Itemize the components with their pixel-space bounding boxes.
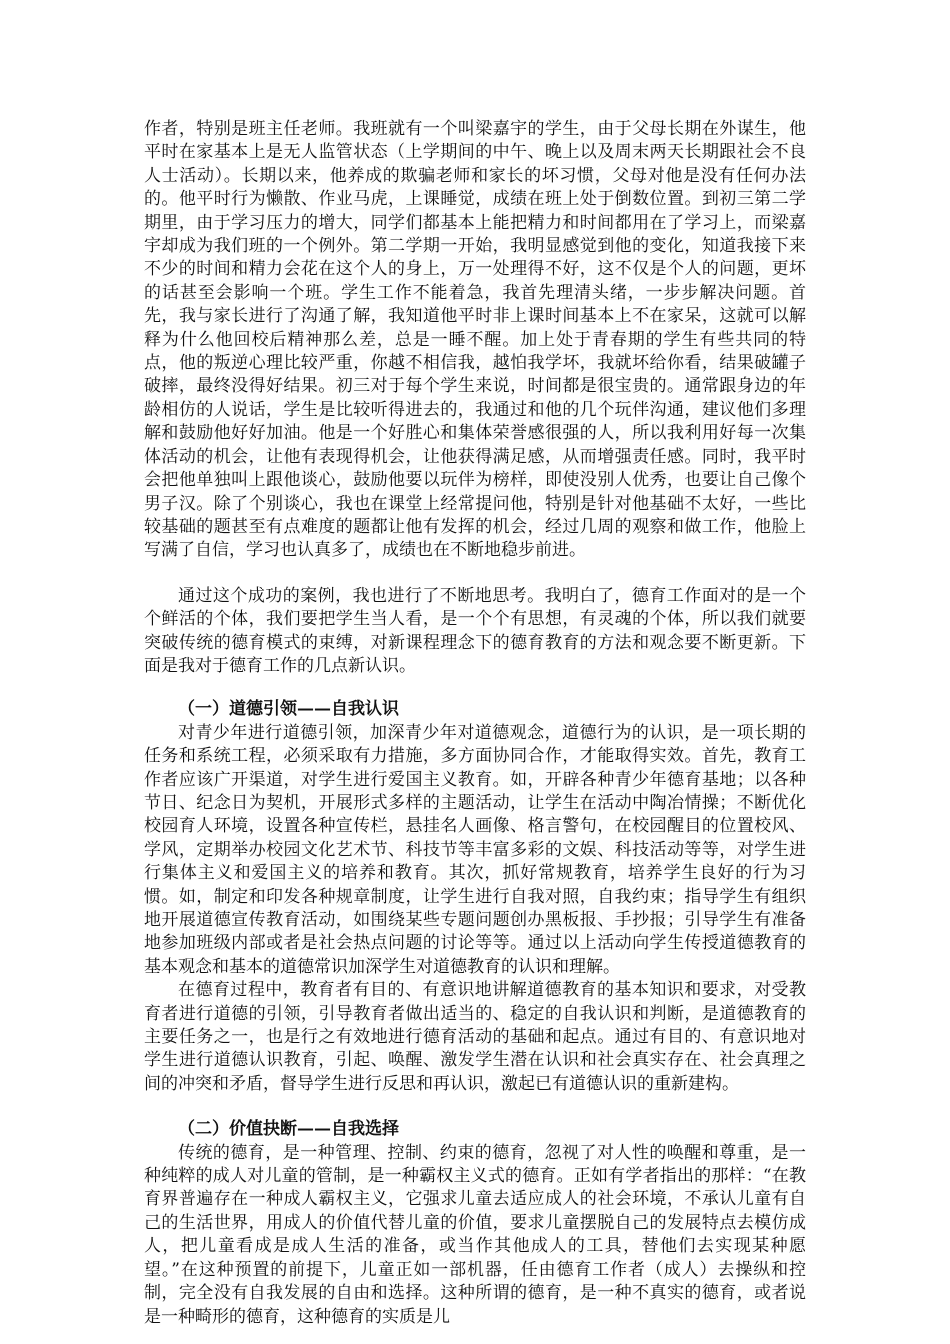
body-paragraph: 作者，特别是班主任老师。我班就有一个叫梁嘉宇的学生，由于父母长期在外谋生，他平时在家基本上是无人监管状态（上学期间的中午、晚上以及周末两天长期跟社会不良人士活动）。长期以来，他养成的欺骗老师和家长的坏习惯，父母对他是没有任何办法的。他平时行为懒散、作业马虎，上课睡觉，成绩在班上处于倒数位置。到初三第二学期里，由于学习压力的增大，同学们都基本上能把精力和时间都用在了学习上，而梁嘉宇却成为我们班的一个例外。第二学期一开始，我明显感觉到他的变化，知道我接下来不少的时间和精力会花在这个人的身上，万一处理得不好，这不仅是个人的问题，更坏的话甚至会影响一个班。学生工作不能着急，我首先理清头绪，一步步解决问题。首先，我与家长进行了沟通了解，我知道他平时非上课时间基本上不在家呆，这就可以解释为什么他回校后精神那么差，总是一睡不醒。加上处于青春期的学生有些共同的特点，他的叛逆心理比较严重，你越不相信我，越怕我学坏，我就坏给你看，结果破罐子破摔，最终没得好结果。初三对于每个学生来说，时间都是很宝贵的。通常跟身边的年龄相仿的人说话，学生是比较听得进去的，我通过和他的几个玩伴沟通，建议他们多理解和鼓励他好好加油。他是一个好胜心和集体荣誉感很强的人，所以我利用好每一次集体活动的机会，让他有表现得机会，让他获得满足感，从而增强责任感。同时，我平时会把他单独叫上跟他谈心，鼓励他要以玩伴为榜样，即使没别人优秀，也要让自己像个男子汉。除了个别谈心，我也在课堂上经常提问他，特别是针对他基础不太好，一些比较基础的题甚至有点难度的题都让他有发挥的机会，经过几周的观察和做工作，他脸上写满了自信，学习也认真多了，成绩也在不断地稳步前进。 xyxy=(144,119,806,561)
section-heading: （一）道德引领——自我认识 xyxy=(178,699,399,720)
body-paragraph: 对青少年进行道德引领，加深青少年对道德观念，道德行为的认识，是一项长期的任务和系统工程，必须采取有力措施，多方面协同合作，才能取得实效。首先，教育工作者应该广开渠道，对学生进行爱国主义教育。如，开辟各种青少年德育基地；以各种节日、纪念日为契机，开展形式多样的主题活动，让学生在活动中陶冶情操；不断优化校园育人环境，设置各种宣传栏，悬挂名人画像、格言警句，在校园醒目的位置校风、学风，定期举办校园文化艺术节、科技节等丰富多彩的文娱、科技活动等等，对学生进行集体主义和爱国主义的培养和教育。其次，抓好常规教育，培养学生良好的行为习惯。如，制定和印发各种规章制度，让学生进行自我对照，自我约束；指导学生有组织地开展道德宣传教育活动，如围绕某些专题问题创办黑板报、手抄报；引导学生有准备地参加班级内部或者是社会热点问题的讨论等等。通过以上活动向学生传授道德教育的基本观念和基本的道德常识加深学生对道德教育的认识和理解。 xyxy=(144,722,806,977)
section-heading: （二）价值抉断——自我选择 xyxy=(178,1119,399,1140)
document-page xyxy=(144,118,806,1329)
body-paragraph: 通过这个成功的案例，我也进行了不断地思考。我明白了，德育工作面对的是一个个鲜活的个体，我们要把学生当人看，是一个个有思想，有灵魂的个体，所以我们就要突破传统的德育模式的束缚，对新课程理念下的德育教育的方法和观念要不断更新。下面是我对于德育工作的几点新认识。 xyxy=(144,585,806,676)
body-paragraph: 传统的德育，是一种管理、控制、约束的德育，忽视了对人性的唤醒和尊重，是一种纯粹的成人对儿童的管制，是一种霸权主义式的德育。正如有学者指出的那样：“在教育界普遍存在一种成人霸权主义，它强求儿童去适应成人的社会环境，不承认儿童有自己的生活世界，用成人的价值代替儿童的价值，要求儿童摆脱自己的发展特点去模仿成人，把儿童看成是成人生活的准备，或当作其他成人的工具，替他们去实现某种愿望。”在这种预置的前提下，儿童正如一部机器，任由德育工作者（成人）去操纵和控制，完全没有自我发展的自由和选择。这种所谓的德育，是一种不真实的德育，或者说是一种畸形的德育，这种德育的实质是儿 xyxy=(144,1142,806,1327)
body-paragraph: 在德育过程中，教育者有目的、有意识地讲解道德教育的基本知识和要求，对受教育者进行道德的引领，引导教育者做出适当的、稳定的自我认识和判断，是道德教育的主要任务之一，也是行之有效地进行德育活动的基础和起点。通过有目的、有意识地对学生进行道德认识教育，引起、唤醒、激发学生潜在认识和社会真实存在、社会真理之间的冲突和矛盾，督导学生进行反思和再认识，激起已有道德认识的重新建构。 xyxy=(144,980,806,1094)
